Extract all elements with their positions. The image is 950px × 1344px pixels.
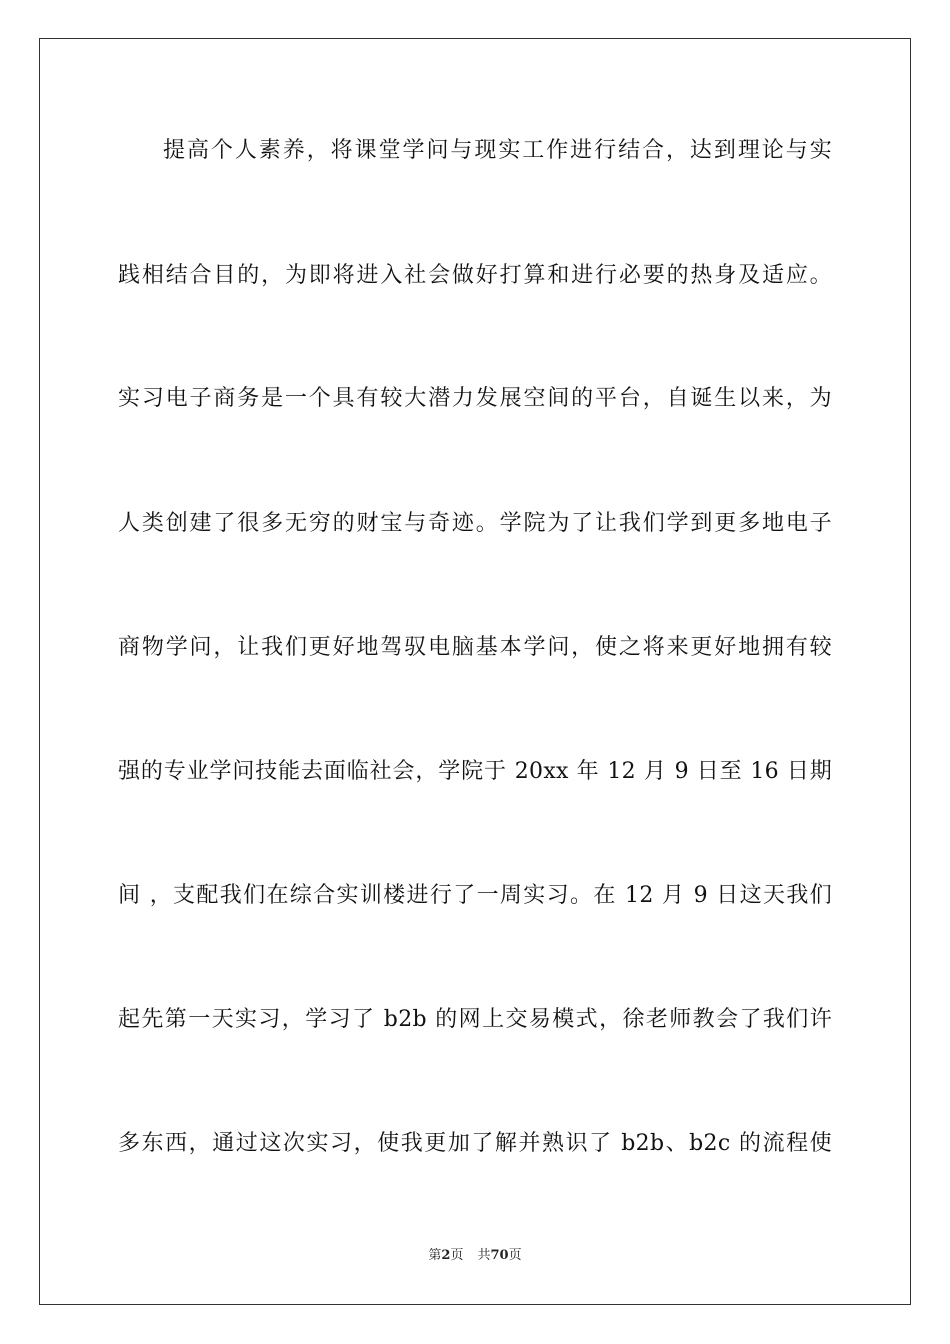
total-suffix: 页 (508, 1248, 522, 1263)
text-line-2: 践相结合目的，为即将进入社会做好打算和进行必要的热身及适应。 (118, 263, 832, 288)
page-footer (0, 1247, 950, 1265)
text-line-1: 提高个人素养，将课堂学问与现实工作进行结合，达到理论与实 (163, 138, 832, 163)
page-prefix: 第 (428, 1248, 442, 1263)
text-line-4: 人类创建了很多无穷的财宝与奇迹。学院为了让我们学到更多地电子 (118, 511, 832, 536)
page-number: 2 (441, 1248, 451, 1263)
total-pages: 70 (490, 1248, 509, 1263)
page-border (39, 38, 911, 1305)
text-line-9: 多东西，通过这次实习，使我更加了解并熟识了 b2b、b2c 的流程使 (118, 1131, 832, 1156)
text-line-3: 实习电子商务是一个具有较大潜力发展空间的平台，自诞生以来，为 (118, 386, 832, 411)
text-line-7: 间 ，支配我们在综合实训楼进行了一周实习。在 12 月 9 日这天我们 (118, 883, 832, 908)
total-prefix: 共 (477, 1248, 491, 1263)
text-line-8: 起先第一天实习，学习了 b2b 的网上交易模式，徐老师教会了我们许 (118, 1007, 832, 1032)
page-suffix: 页 (450, 1248, 464, 1263)
text-line-6: 强的专业学问技能去面临社会，学院于 20xx 年 12 月 9 日至 16 日期 (118, 759, 832, 784)
text-line-5: 商物学问，让我们更好地驾驭电脑基本学问，使之将来更好地拥有较 (118, 635, 832, 660)
